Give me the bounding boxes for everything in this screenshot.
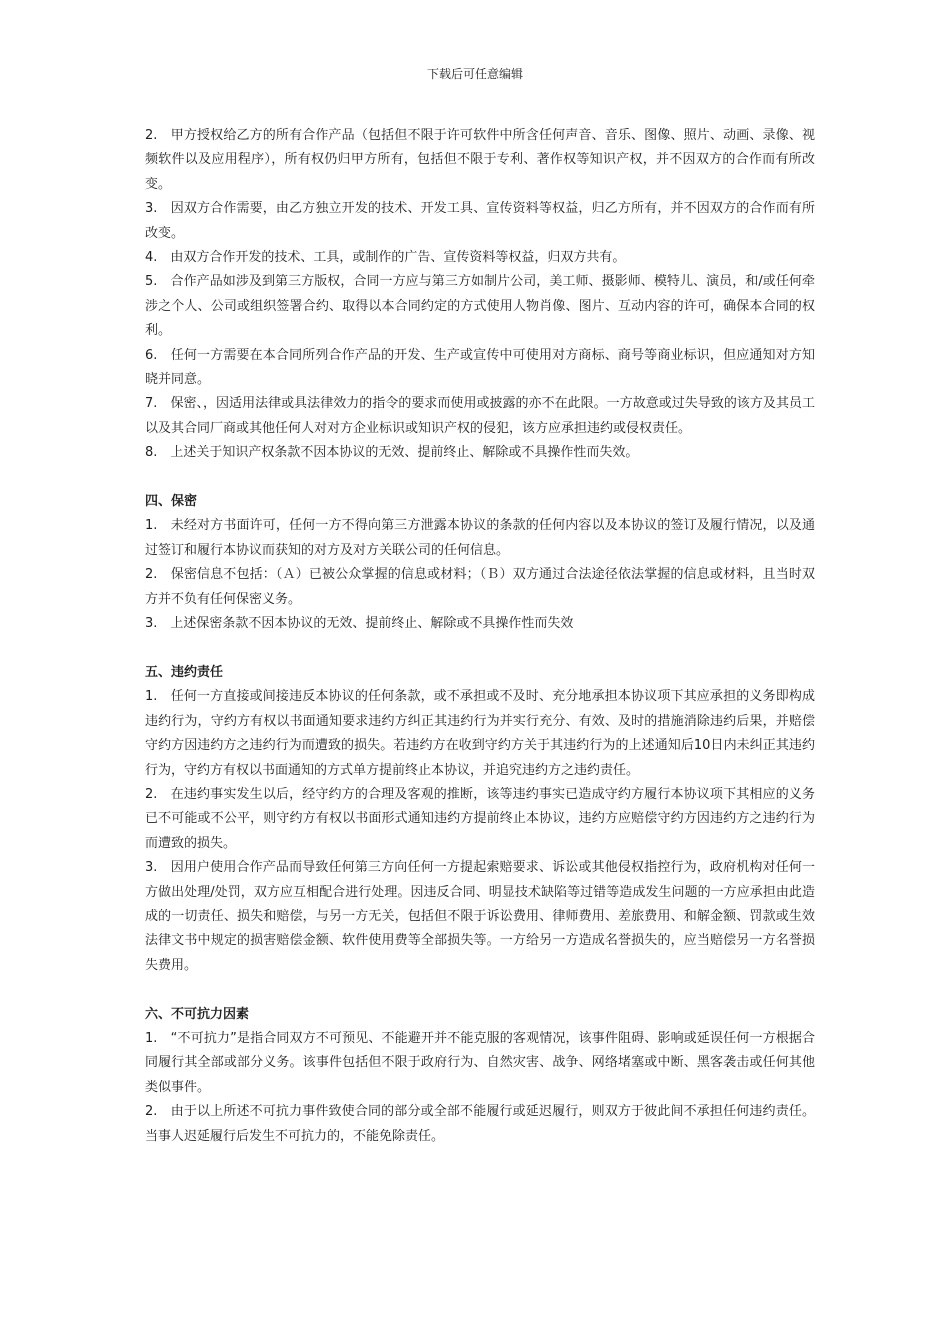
- confidentiality-clause-1: 1. 未经对方书面许可，任何一方不得向第三方泄露本协议的条款的任何内容以及本协议的签订及履行情况，以及通过签订和履行本协议而获知的对方及对方关联公司的任何信息。: [145, 518, 815, 558]
- section-liability: [145, 661, 815, 978]
- section-heading: 五、违约责任: [145, 664, 224, 680]
- liability-clause-3: 3. 因用户使用合作产品而导致任何第三方向任何一方提起索赔要求、诉讼或其他侵权指控行为，政府机构对任何一方做出处理/处罚，双方应互相配合进行处理。因违反合同、明显技术缺陷等过错等造成发生问题的一方应承担由此造成的一切责任、损失和赔偿，与另一方无关，包括但不限于诉讼费用、律师费用、差旅费用、和解金额、罚款或生效法律文书中规定的损害赔偿金额、软件使用费等全部损失等。一方给另一方造成名誉损失的，应当赔偿另一方名誉损失费用。: [145, 860, 815, 973]
- ip-clause-8: 8. 上述关于知识产权条款不因本协议的无效、提前终止、解除或不具操作性而失效。: [145, 445, 639, 461]
- section-heading: 四、保密: [145, 494, 198, 510]
- ip-clause-4: 4. 由双方合作开发的技术、工具，或制作的广告、宣传资料等权益，归双方共有。: [145, 250, 626, 266]
- confidentiality-clause-2: 2. 保密信息不包括：（Ａ）已被公众掌握的信息或材料；（Ｂ）双方通过合法途径依法掌握的信息或材料，且当时双方并不负有任何保密义务。: [145, 567, 815, 607]
- ip-clause-6: 6. 任何一方需要在本合同所列合作产品的开发、生产或宣传中可使用对方商标、商号等商业标识，但应通知对方知晓并同意。: [145, 347, 815, 388]
- force-majeure-clause-1: 1. “不可抗力”是指合同双方不可预见、不能避开并不能克服的客观情况，该事件阻碍、影响或延误任何一方根据合同履行其全部或部分义务。该事件包括但不限于政府行为、自然灾害、战争、网络堵塞或中断、黑客袭击或任何其他类似事件。: [145, 1030, 815, 1095]
- section-spacer: [145, 978, 815, 1002]
- page-header: 下载后可任意编辑: [426, 67, 523, 81]
- document-body: [145, 124, 815, 1149]
- liability-clause-2: 2. 在违约事实发生以后，经守约方的合理及客观的推断，该等违约事实已造成守约方履行本协议项下其相应的义务已不可能或不公平，则守约方有权以书面形式通知违约方提前终止本协议，违约方应赔偿守约方因违约方之违约行为而遭致的损失。: [145, 786, 815, 851]
- liability-clause-1: 1. 任何一方直接或间接违反本协议的任何条款，或不承担或不及时、充分地承担本协议项下其应承担的义务即构成违约行为，守约方有权以书面通知要求违约方纠正其违约行为并实行充分、有效、及时的措施消除违约后果，并赔偿守约方因违约方之违约行为而遭致的损失。若违约方在收到守约方关于其违约行为的上述通知后10日内未纠正其违约行为，守约方有权以书面通知的方式单方提前终止本协议，并追究违约方之违约责任。: [145, 689, 815, 778]
- force-majeure-clause-2: 2. 由于以上所述不可抗力事件致使合同的部分或全部不能履行或延迟履行，则双方于彼此间不承担任何违约责任。当事人迟延履行后发生不可抗力的，不能免除责任。: [145, 1104, 815, 1144]
- confidentiality-clause-3: 3. 上述保密条款不因本协议的无效、提前终止、解除或不具操作性而失效: [145, 616, 574, 632]
- section-confidentiality: [145, 490, 815, 636]
- ip-clause-3: 3. 因双方合作需要，由乙方独立开发的技术、开发工具、宣传资料等权益，归乙方所有，并不因双方的合作而有所改变。: [145, 201, 815, 241]
- section-spacer: [145, 466, 815, 490]
- ip-clauses: [145, 124, 815, 466]
- ip-clause-7: 7. 保密、，因适用法律或具法律效力的指令的要求而使用或披露的亦不在此限。一方故意或过失导致的该方及其员工以及其合同厂商或其他任何人对对方企业标识或知识产权的侵犯，该方应承担违约或侵权责任。: [145, 396, 815, 436]
- section-spacer: [145, 637, 815, 661]
- section-force-majeure: [145, 1003, 815, 1149]
- ip-clause-5: 5. 合作产品如涉及到第三方版权，合同一方应与第三方如制片公司，美工师、摄影师、模特儿、演员，和/或任何牵涉之个人、公司或组织签署合约、取得以本合同约定的方式使用人物肖像、图片、互动内容的许可，确保本合同的权利。: [145, 274, 815, 339]
- ip-clause-2: 2. 甲方授权给乙方的所有合作产品（包括但不限于许可软件中所含任何声音、音乐、图像、照片、动画、录像、视频软件以及应用程序），所有权仍归甲方所有，包括但不限于专利、著作权等知识产权，并不因双方的合作而有所改变。: [145, 128, 815, 192]
- section-heading: 六、不可抗力因素: [145, 1006, 250, 1022]
